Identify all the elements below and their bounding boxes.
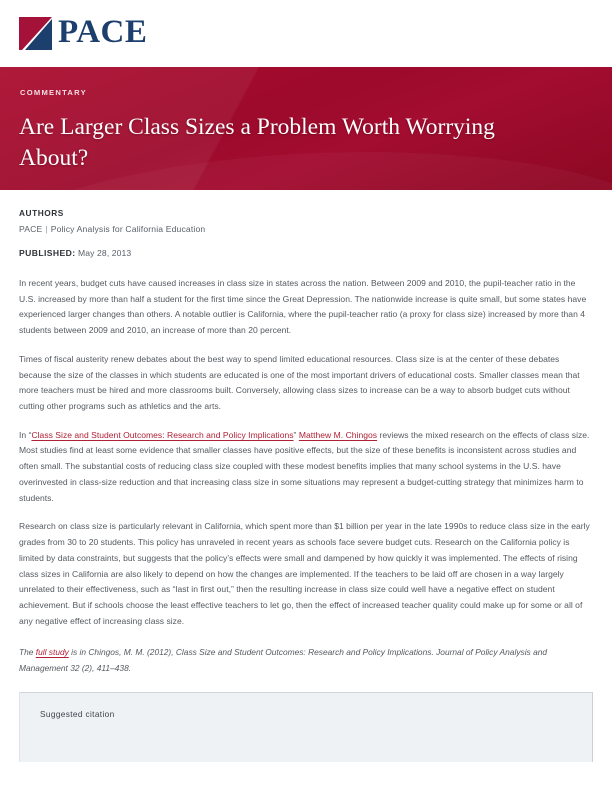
paragraph-3-prefix: In “ [19, 429, 32, 440]
paragraph-2: Times of fiscal austerity renew debates about the best way to spend limited educational resources. Class size is at the center of these debates because the size of the classes in which students are educated is one of the most important drivers of educational costs. Smaller classes mean that more teachers must be hired and more classrooms built. Conversely, allowing class sizes to increase can be a way to absorb budget cuts without cutting other programs such as athletics and the arts. [19, 353, 580, 412]
hero-banner [0, 67, 612, 190]
suggested-citation-title: Suggested citation [40, 709, 115, 720]
page-title: Are Larger Class Sizes a Problem Worth Worrying About? [19, 114, 495, 172]
paragraph-3 [19, 428, 593, 507]
author-separator: | [45, 224, 48, 234]
citation-prefix: The [19, 647, 36, 658]
site-header [0, 0, 612, 67]
authors-label: AUTHORS [19, 208, 64, 218]
authors-value [19, 224, 593, 234]
suggested-citation-box [19, 692, 593, 762]
author-name-link[interactable]: Matthew M. Chingos [298, 429, 378, 440]
citation-rest: is in Chingos, M. M. (2012), Class Size and Student Outcomes: Research and Policy Implications. Journal of Policy Analysis and Management 32 (2), 411–438. [19, 647, 548, 673]
study-citation [19, 645, 593, 676]
full-study-link[interactable]: full study [35, 647, 69, 658]
study-title-link[interactable]: Class Size and Student Outcomes: Research and Policy Implications [31, 429, 294, 440]
published-label: PUBLISHED: [19, 248, 76, 258]
authors-block [19, 208, 593, 234]
author-org-short: PACE [19, 224, 43, 234]
paragraph-1: In recent years, budget cuts have caused increases in class size in states across the nation. Between 2009 and 2010, the pupil-teacher ratio in the U.S. increased by more than half a student for the first time since the Great Depression. The nationwide increase is quite small, but some states have experienced larger changes than others. A notable outlier is California, where the pupil-teacher ratio (a proxy for class size) increased by more than 4 students between 2009 and 2010, an increase of more than 20 percent. [19, 278, 587, 336]
pace-wordmark: PACE [58, 14, 148, 50]
article-content [0, 190, 612, 676]
published-line [19, 248, 593, 258]
paragraph-4: Research on class size is particularly relevant in California, which spent more than $1 billion per year in the late 1990s to reduce class size in the early grades from 30 to 20 students. This policy has unraveled in recent years as schools face severe budget cuts. Research on the California policy is limited by data constraints, but suggests that the policy’s effects were small and dampened by how quickly it was implemented. The effects of rising class sizes in California are also likely to depend on how the changes are implemented. If the teachers to be laid off are chosen in a way largely unrelated to their effectiveness, such as “last in first out,” then the resulting increase in class size could well have a negative effect on student achievement. But if schools choose the least effective teachers to let go, then the effect of increased teacher quality could make up for some or all of any negative effect of increasing class size. [19, 521, 590, 626]
published-date: May 28, 2013 [78, 248, 132, 258]
pace-logo-mark-icon [19, 17, 52, 50]
pace-logo[interactable] [19, 16, 147, 51]
paragraph-3-mid: ” [293, 429, 299, 440]
paragraph-3-rest: reviews the mixed research on the effects of class size. Most studies find at least some evidence that smaller classes have positive effects, but the size of these benefits is inconsistent across studies and often small. The substantial costs of reducing class size coupled with these modest benefits implies that many school systems in the U.S. have overinvested in class-size reduction and that increasing class size in some situations may represent a budget-cutting strategy that minimizes harm to students. [19, 429, 590, 503]
content-type-kicker: COMMENTARY [20, 88, 87, 97]
author-org-full: Policy Analysis for California Education [50, 224, 206, 234]
